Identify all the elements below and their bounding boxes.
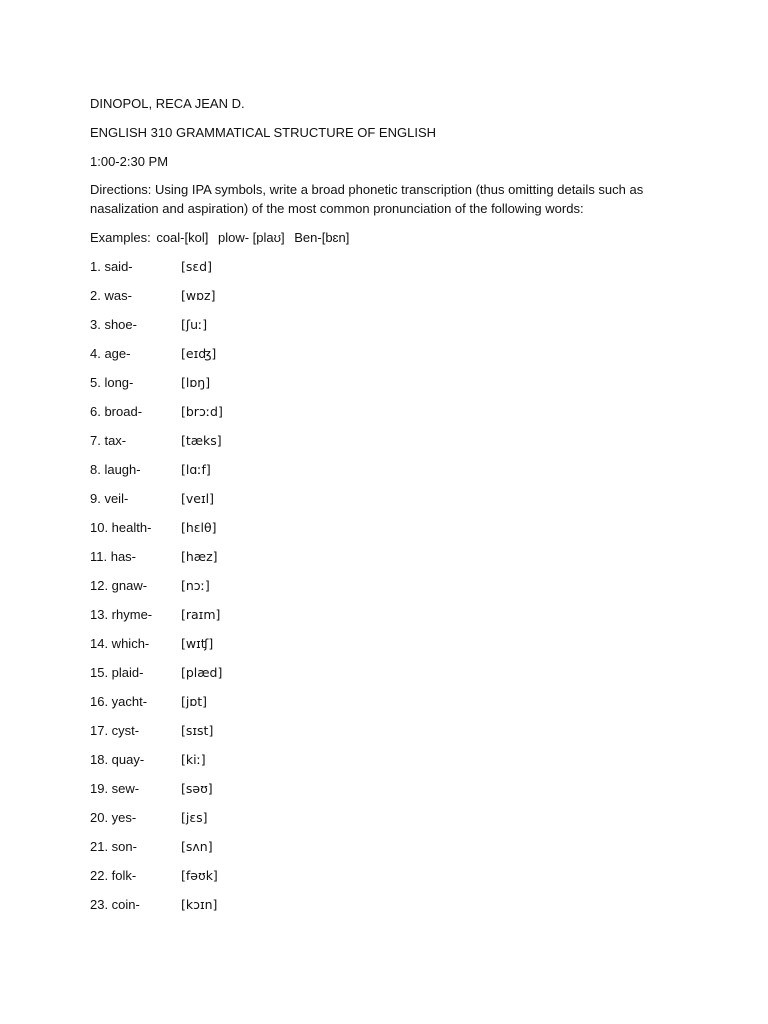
ipa-transcription: [sʌn]	[181, 839, 213, 854]
list-item	[90, 461, 223, 490]
directions-text: Directions: Using IPA symbols, write a broad phonetic transcription (thus omitting details such as nasalization and aspiration) of the most common pronunciation of the following words:	[90, 182, 644, 216]
word-label: 16. yacht-	[90, 694, 148, 709]
list-item	[90, 809, 223, 838]
list-item	[90, 403, 223, 432]
ipa-transcription: [wɪʧ]	[181, 636, 214, 651]
class-time: 1:00-2:30 PM	[90, 154, 169, 169]
ipa-transcription: [eɪʤ]	[181, 346, 217, 361]
examples-line	[90, 229, 355, 246]
ipa-transcription: [jɛs]	[181, 810, 208, 825]
ipa-transcription: [lɑːf]	[181, 462, 211, 477]
list-item	[90, 548, 223, 577]
student-name: DINOPOL, RECA JEAN D.	[90, 96, 245, 111]
ipa-transcription: [fəʊk]	[181, 868, 218, 883]
ipa-transcription: [raɪm]	[181, 607, 221, 622]
examples-label: Examples:	[90, 230, 151, 245]
word-label: 12. gnaw-	[90, 578, 148, 593]
ipa-transcription: [nɔː]	[181, 578, 210, 593]
word-label: 11. has-	[90, 549, 137, 564]
list-item	[90, 664, 223, 693]
word-label: 23. coin-	[90, 897, 140, 912]
ipa-transcription: [tæks]	[181, 433, 222, 448]
word-label: 15. plaid-	[90, 665, 144, 680]
list-item	[90, 316, 223, 345]
list-item	[90, 780, 223, 809]
word-list	[90, 258, 223, 925]
list-item	[90, 258, 223, 287]
ipa-transcription: [hæz]	[181, 549, 218, 564]
ipa-transcription: [kiː]	[181, 752, 206, 767]
ipa-transcription: [sɛd]	[181, 259, 212, 274]
list-item	[90, 519, 223, 548]
course-title: ENGLISH 310 GRAMMATICAL STRUCTURE OF ENGLISH	[90, 125, 437, 140]
ipa-transcription: [kɔɪn]	[181, 897, 218, 912]
list-item	[90, 722, 223, 751]
word-label: 8. laugh-	[90, 462, 141, 477]
list-item	[90, 635, 223, 664]
word-label: 6. broad-	[90, 404, 143, 419]
ipa-transcription: [ʃuː]	[181, 317, 208, 332]
ipa-transcription: [wɒz]	[181, 288, 216, 303]
ipa-transcription: [plæd]	[181, 665, 223, 680]
word-label: 18. quay-	[90, 752, 145, 767]
word-label: 4. age-	[90, 346, 131, 361]
example-item: plow- [plaʊ]	[217, 230, 285, 245]
word-label: 10. health-	[90, 520, 152, 535]
example-item: Ben-[bɛn]	[294, 230, 350, 245]
word-label: 20. yes-	[90, 810, 137, 825]
list-item	[90, 838, 223, 867]
word-label: 22. folk-	[90, 868, 137, 883]
word-label: 1. said-	[90, 259, 133, 274]
list-item	[90, 374, 223, 403]
word-label: 3. shoe-	[90, 317, 137, 332]
word-label: 21. son-	[90, 839, 137, 854]
list-item	[90, 867, 223, 896]
example-item: coal-[kol]	[156, 230, 209, 245]
word-label: 19. sew-	[90, 781, 140, 796]
word-label: 2. was-	[90, 288, 132, 303]
list-item	[90, 751, 223, 780]
ipa-transcription: [veɪl]	[181, 491, 214, 506]
list-item	[90, 345, 223, 374]
ipa-transcription: [hɛlθ]	[181, 520, 217, 535]
word-label: 7. tax-	[90, 433, 127, 448]
word-label: 17. cyst-	[90, 723, 140, 738]
word-label: 9. veil-	[90, 491, 129, 506]
word-label: 13. rhyme-	[90, 607, 153, 622]
ipa-transcription: [brɔːd]	[181, 404, 223, 419]
list-item	[90, 490, 223, 519]
list-item	[90, 432, 223, 461]
word-label: 14. which-	[90, 636, 150, 651]
list-item	[90, 693, 223, 722]
ipa-transcription: [lɒŋ]	[181, 375, 211, 390]
list-item	[90, 606, 223, 635]
ipa-transcription: [sɪst]	[181, 723, 214, 738]
ipa-transcription: [səʊ]	[181, 781, 213, 796]
ipa-transcription: [jɒt]	[181, 694, 208, 709]
list-item	[90, 577, 223, 606]
list-item	[90, 287, 223, 316]
word-label: 5. long-	[90, 375, 134, 390]
list-item	[90, 896, 223, 925]
